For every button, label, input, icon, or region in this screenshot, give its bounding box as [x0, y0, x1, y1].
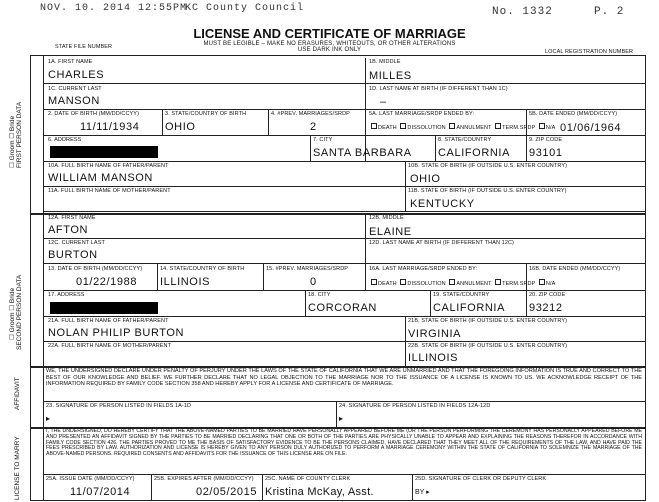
p2-prev-label: 15. #PREV. MARRIAGES/SRDP: [266, 266, 349, 272]
p1-date-ended-value: 01/06/1964: [560, 122, 622, 134]
p2-last-value: BURTON: [48, 249, 98, 261]
p1-statecountry-label: 8. STATE/COUNTRY: [438, 137, 492, 143]
p1-first-label: 1A. FIRST NAME: [48, 59, 93, 65]
p1-address-redaction: [50, 146, 158, 158]
p1-zip-label: 9. ZIP CODE: [529, 137, 563, 143]
side-affidavit: AFFIDAVIT: [14, 377, 21, 410]
fax-sender: KC County Council: [185, 3, 305, 14]
clerk-signature-by: BY ▸: [415, 489, 430, 496]
side-second-person: SECOND PERSON DATA: [16, 274, 23, 350]
p1-birthlast-label: 1D. LAST NAME AT BIRTH (IF DIFFERENT THAN 1C): [369, 86, 508, 92]
p2-address-redaction: [50, 302, 158, 314]
p2-father-value: NOLAN PHILIP BURTON: [48, 327, 185, 339]
p2-mother-label: 22A. FULL BIRTH NAME OF MOTHER/PARENT: [48, 343, 172, 349]
p2-father-state-label: 21B. STATE OF BIRTH (IF OUTSIDE U.S. ENTER COUNTRY): [408, 318, 568, 324]
expires-value: 02/05/2015: [196, 486, 258, 498]
p2-middle-label: 12B. MIDDLE: [369, 215, 404, 221]
p1-middle-label: 1B. MIDDLE: [369, 59, 401, 65]
p1-last-label: 1C. CURRENT LAST: [48, 86, 102, 92]
p2-first-label: 12A. FIRST NAME: [48, 215, 96, 221]
p2-middle-value: ELAINE: [369, 226, 412, 238]
sig2-label: 24. SIGNATURE OF PERSON LISTED IN FIELDS 12A-12D: [339, 403, 491, 409]
p1-ended-label: 5A. LAST MARRIAGE/SRDP ENDED BY:: [369, 111, 475, 117]
p2-ended-options: DEATH DISSOLUTION ANNULMENT TERM.SRDP N/A: [369, 279, 555, 287]
p1-father-state-label: 10B. STATE OF BIRTH (IF OUTSIDE U.S. ENTER COUNTRY): [408, 163, 568, 169]
clerk-signature-label: 25D. SIGNATURE OF CLERK OR DEPUTY CLERK: [415, 476, 547, 482]
p1-prev-label: 4. #PREV. MARRIAGES/SRDP: [271, 111, 350, 117]
p1-middle-value: MILLES: [369, 70, 412, 82]
form-title: LICENSE AND CERTIFICATE OF MARRIAGE: [193, 26, 466, 41]
p1-dob-value: 11/11/1934: [80, 121, 140, 133]
local-registration-label: LOCAL REGISTRATION NUMBER: [545, 49, 634, 55]
p1-dob-label: 2. DATE OF BIRTH (MM/DD/CCYY): [48, 111, 140, 117]
p1-birthstate-value: OHIO: [165, 121, 196, 133]
p2-zip-label: 20. ZIP CODE: [529, 292, 566, 298]
p1-statecountry-value: CALIFORNIA: [438, 147, 511, 159]
p1-birthstate-label: 3. STATE/COUNTRY OF BIRTH: [165, 111, 247, 117]
p2-father-state-value: VIRGINIA: [408, 328, 462, 340]
fax-date: NOV. 10. 2014 12:55PM: [40, 3, 188, 14]
p1-first-value: CHARLES: [48, 69, 105, 81]
p1-date-ended-label: 5B. DATE ENDED (MM/DD/CCYY): [529, 111, 618, 117]
p2-ended-label: 16A. LAST MARRIAGE/SRDP ENDED BY:: [369, 266, 478, 272]
p1-address-label: 6. ADDRESS: [48, 137, 82, 143]
p1-mother-state-value: KENTUCKY: [410, 198, 475, 210]
clerk-name-value: Kristina McKay, Asst.: [265, 486, 374, 498]
p2-zip-value: 93212: [529, 302, 563, 314]
p1-zip-value: 93101: [529, 147, 563, 159]
p2-last-label: 12C. CURRENT LAST: [48, 240, 105, 246]
sig2-arrow-icon: ▸: [339, 414, 344, 423]
p2-address-label: 17. ADDRESS: [48, 292, 85, 298]
affidavit-text: WE, THE UNDERSIGNED DECLARE UNDER PENALTY OF PERJURY UNDER THE LAWS OF THE STATE OF CALIFORNIA THAT WE ARE UNMARRIED AND THAT THE FOREGOING INFORMATION IS TRUE AND CORRECT TO THE BEST OF OUR KNOWLEDGE AND BELIEF. WE FURTHER DECLARE THAT NO LEGAL OBJECTION TO THE MARRIAGE NOR TO THE ISSUANCE OF A LICENSE IS KNOWN TO US. WE ACKNOWLEDGE RECEIPT OF THE INFORMATION REQUIRED BY FAMILY CODE SECTION 358 AND HEREBY APPLY FOR A LICENSE AND CERTIFICATE OF MARRIAGE.: [46, 368, 642, 388]
p2-statecountry-value: CALIFORNIA: [433, 302, 506, 314]
side-license: LICENSE TO MARRY: [14, 436, 21, 500]
form-ink-note: USE DARK INK ONLY: [297, 47, 362, 53]
p2-statecountry-label: 19. STATE/COUNTRY: [433, 292, 490, 298]
p2-city-label: 18. CITY: [308, 292, 331, 298]
p2-father-label: 21A. FULL BIRTH NAME OF FATHER/PARENT: [48, 318, 169, 324]
p2-date-ended-label: 16B. DATE ENDED (MM/DD/CCYY): [529, 266, 621, 272]
sig1-label: 23. SIGNATURE OF PERSON LISTED IN FIELDS 1A-1D: [46, 403, 192, 409]
side-groom-bride-1: ☐ Groom ☐ Bride: [9, 115, 16, 168]
p1-city-label: 7. CITY: [313, 137, 333, 143]
issue-date-label: 25A. ISSUE DATE (MM/DD/CCYY): [46, 476, 135, 482]
expires-label: 25B. EXPIRES AFTER (MM/DD/CCYY): [154, 476, 254, 482]
p2-city-value: CORCORAN: [308, 302, 377, 314]
p2-dob-value: 01/22/1988: [76, 276, 138, 288]
fax-number: No. 1332: [492, 6, 553, 18]
license-text: I, THE UNDERSIGNED, DO HEREBY CERTIFY THAT THE ABOVE-NAMED PARTIES TO BE MARRIED HAVE PERSONALLY APPEARED BEFORE ME (OR THE PERSON PERFORMING THE CEREMONY HAS PERSONALLY APPEARED BEFORE ME AND PRESENTED AN AFFIDAVIT SIGNED BY THE PARTIES TO BE MARRIED DECLARING THAT ONE OR BOTH OF THE PARTIES ARE PHYSICALLY UNABLE TO APPEAR AND EXPLAINING THE REASONS THEREFOR IN ACCORDANCE WITH FAMILY CODE SECTION 426. THE PARTIES PROVED TO ME THE BASIS OF SATISFACTORY EVIDENCE TO BE THE PERSONS CLAIMED, HAVE DECLARED THAT THEY MEET ALL OF THE REQUIREMENTS OF THE LAW, AND HAVE PAID THE FEES PRESCRIBED BY LAW. AUTHORIZATION AND LICENSE IS HEREBY GIVEN TO ANY PERSON DULY AUTHORIZED TO PERFORM A MARRIAGE CEREMONY WITHIN THE STATE OF CALIFORNIA TO SOLEMNIZE THE MARRIAGE OF THE ABOVE-NAMED PERSONS. REQUIRED CONSENTS AND AFFIDAVITS FOR THE ISSUANCE OF THIS LICENSE ARE ON FILE.: [46, 428, 642, 458]
p1-birthlast-value: –: [380, 96, 387, 108]
p2-prev-value: 0: [310, 276, 317, 288]
p2-birthstate-label: 14. STATE/COUNTRY OF BIRTH: [160, 266, 245, 272]
p1-prev-value: 2: [310, 121, 317, 133]
p2-first-value: AFTON: [48, 224, 89, 236]
state-file-number-label: STATE FILE NUMBER: [55, 44, 113, 50]
p1-father-label: 10A. FULL BIRTH NAME OF FATHER/PARENT: [48, 163, 169, 169]
p1-mother-label: 11A. FULL BIRTH NAME OF MOTHER/PARENT: [48, 188, 171, 194]
p1-mother-state-label: 11B. STATE OF BIRTH (IF OUTSIDE U.S. ENTER COUNTRY): [408, 188, 567, 194]
p2-birthstate-value: ILLINOIS: [160, 276, 211, 288]
p1-father-state-value: OHIO: [410, 173, 441, 185]
p1-last-value: MANSON: [48, 95, 100, 107]
side-first-person: FIRST PERSON DATA: [16, 101, 23, 168]
issue-date-value: 11/07/2014: [70, 486, 131, 498]
p2-dob-label: 13. DATE OF BIRTH (MM/DD/CCYY): [48, 266, 143, 272]
clerk-name-label: 25C. NAME OF COUNTY CLERK: [265, 476, 351, 482]
sig1-arrow-icon: ▸: [46, 414, 51, 423]
p2-birthlast-label: 12D. LAST NAME AT BIRTH (IF DIFFERENT THAN 12C): [369, 240, 514, 246]
form-instructions: MUST BE LEGIBLE – MAKE NO ERASURES, WHITEOUTS, OR OTHER ALTERATIONS: [203, 41, 456, 47]
fax-page: P. 2: [594, 6, 625, 18]
side-groom-bride-2: ☐ Groom ☐ Bride: [9, 287, 16, 340]
p1-ended-options: DEATH DISSOLUTION ANNULMENT TERM.SRDP N/A: [369, 123, 555, 131]
p2-mother-state-label: 22B. STATE OF BIRTH (IF OUTSIDE U.S. ENTER COUNTRY): [408, 343, 568, 349]
p2-mother-state-value: ILLINOIS: [408, 352, 459, 364]
p1-city-value: SANTA BARBARA: [313, 147, 412, 159]
p1-father-value: WILLIAM MANSON: [48, 172, 153, 184]
